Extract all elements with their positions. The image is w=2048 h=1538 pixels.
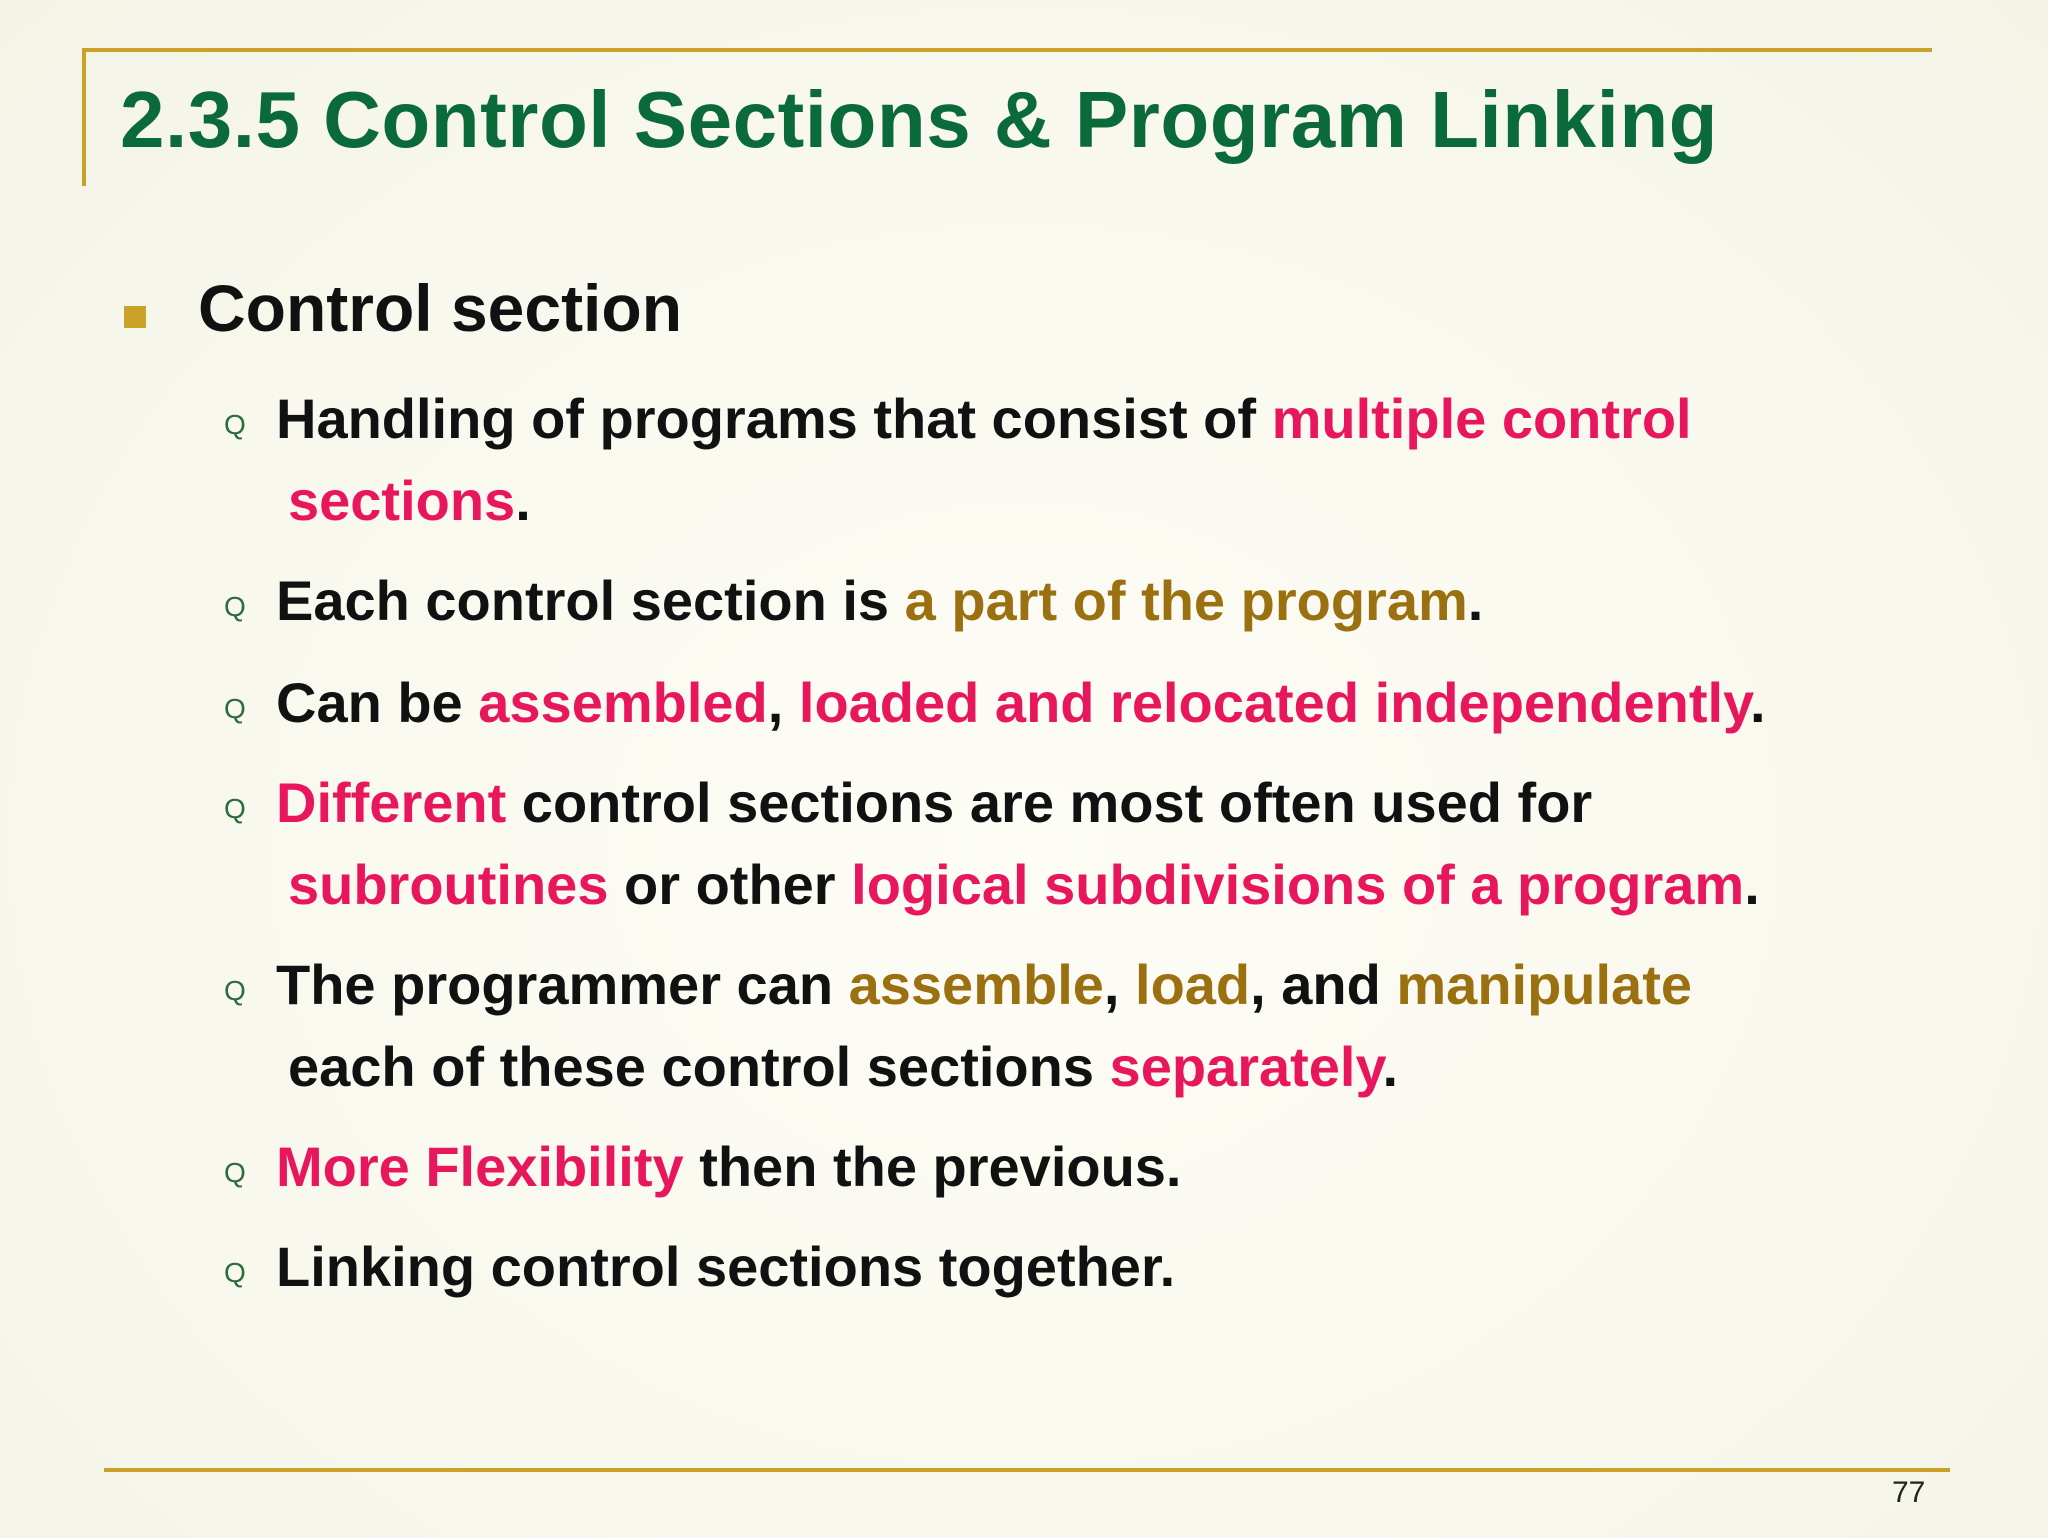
q-bullet-icon: Q [224,793,246,824]
item-highlight: assembled [478,671,768,734]
page-number: 77 [1892,1476,1926,1509]
item-highlight: subroutines [288,853,609,916]
item-text: then the previous. [683,1135,1182,1198]
item-text: , and [1250,953,1397,1016]
item-highlight: separately [1109,1035,1383,1098]
list-item [224,1226,1175,1314]
list-item [224,378,1692,466]
square-bullet-icon [124,306,146,328]
list-item [224,662,1766,750]
item-highlight: logical subdivisions of a program [851,853,1745,916]
list-item-continuation [288,844,1760,926]
list-item [224,560,1483,648]
item-text: control sections are most often used for [506,771,1593,834]
item-text: , [1103,953,1136,1016]
list-item [224,762,1592,850]
item-text: The programmer can [276,953,849,1016]
item-highlight: loaded and relocated independently [798,671,1751,734]
slide-title: 2.3.5 Control Sections & Program Linking [120,75,1719,164]
list-item-continuation [288,460,531,542]
main-bullet-label: Control section [198,271,683,345]
item-highlight: sections [288,469,516,532]
item-text: each of these control sections [288,1035,1110,1098]
q-bullet-icon: Q [224,1257,246,1288]
list-item-continuation [288,1026,1398,1108]
item-text: . [1382,1035,1399,1098]
item-highlight: multiple control [1271,387,1692,450]
item-highlight: assemble [848,953,1104,1016]
item-text: . [1744,853,1760,916]
top-rule [82,48,1932,52]
left-rule [82,48,86,186]
item-text: Linking control sections together. [276,1235,1176,1298]
item-text: Handling of programs that consist of [276,387,1272,450]
list-item [224,1126,1182,1214]
item-text: . [1750,671,1766,734]
item-highlight: manipulate [1396,953,1692,1016]
item-text: Can be [276,671,479,734]
q-bullet-icon: Q [224,409,246,440]
item-highlight: Different [276,771,507,834]
item-text: Each control section is [276,569,905,632]
q-bullet-icon: Q [224,693,246,724]
item-text: . [1467,569,1484,632]
q-bullet-icon: Q [224,1157,246,1188]
main-bullet [124,270,682,346]
q-bullet-icon: Q [224,975,246,1006]
item-text: , [767,671,799,734]
item-highlight: a part of the program [904,569,1468,632]
item-text: or other [608,853,852,916]
list-item [224,944,1692,1032]
q-bullet-icon: Q [224,591,246,622]
item-highlight: load [1135,953,1251,1016]
item-highlight: More Flexibility [276,1135,684,1198]
item-text: . [515,469,531,532]
bottom-rule [104,1468,1950,1472]
